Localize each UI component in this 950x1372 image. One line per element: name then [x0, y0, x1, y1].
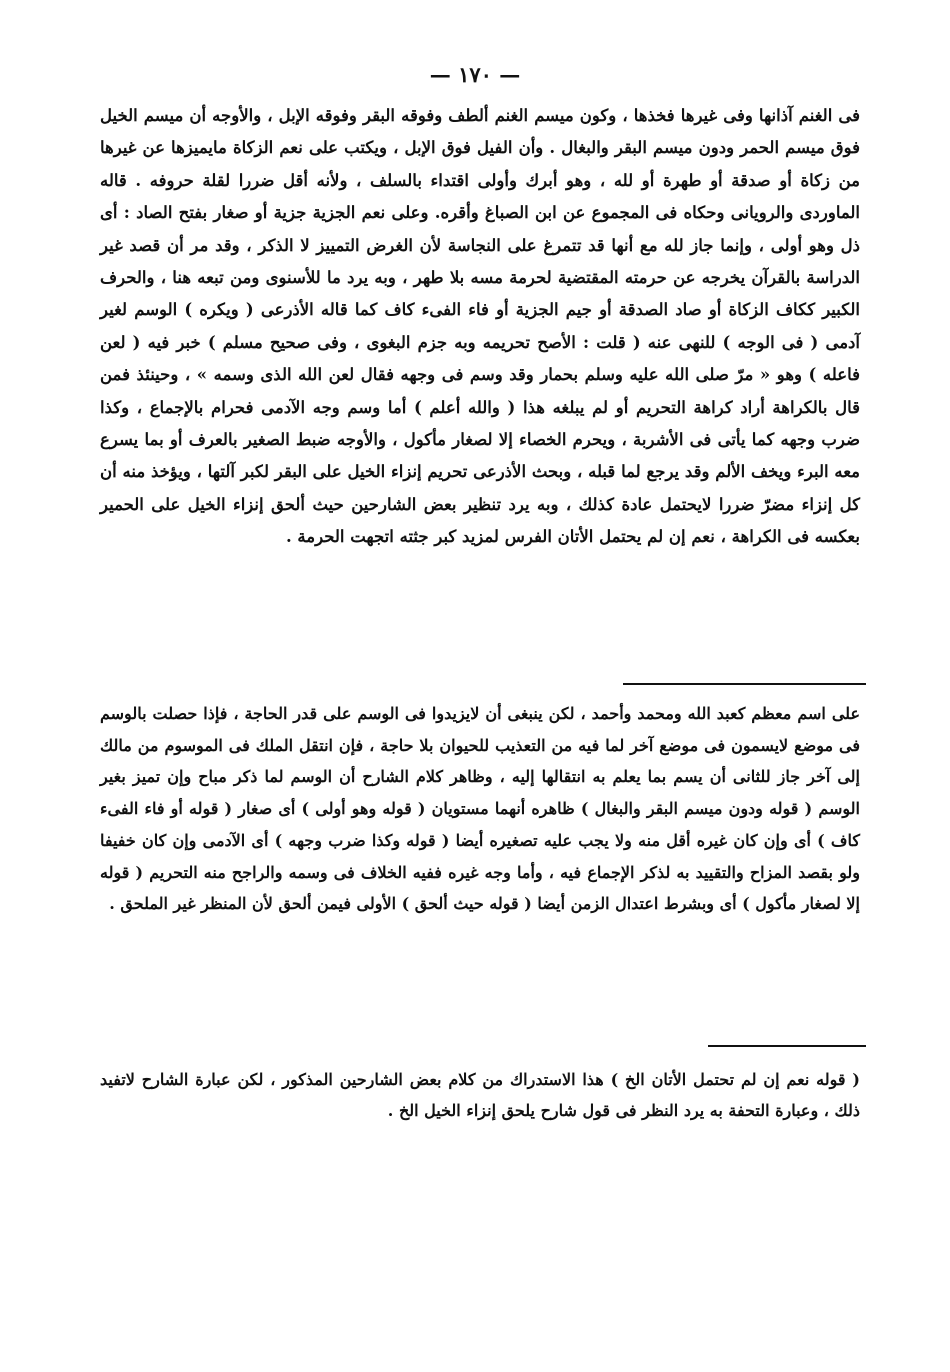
section-divider [623, 683, 866, 685]
footnote-text: ( قوله نعم إن لم تحتمل الأتان الخ ) هذا الاستدراك من كلام بعض الشارحين المذكور ، لكن عبارة الشارح لاتفيد ذلك ، وعبارة التحفة به يرد النظر فى قول شارح يلحق إنزاء الخيل الخ . [100, 1070, 860, 1120]
footnote-divider [708, 1045, 866, 1047]
commentary-text: على اسم معظم كعبد الله ومحمد وأحمد ، لكن ينبغى أن لايزيدوا فى الوسم على قدر الحاجة ، فإذا حصلت بالوسم فى موضع لايسمون فى موضع آخر لما فيه من التعذيب للحيوان بلا حاجة ، فإن انتقل الملك فى الموسوم من مالك إلى آخر جاز للثانى أن يسم بما يعلم به انتقالها إليه ، وظاهر كلام الشارح أن الوسم لما ذكر مباح وإن تميز بغير الوسم ( قوله ودون ميسم البقر والبغال ) ظاهره أنهما مستويان ( قوله وهو أولى ) أى صغار ( قوله أو فاء الفىء كاف ) أى وإن كان غيره أقل منه ولا يجب عليه تصغيره أيضا ( قوله وكذا ضرب وجهه ) أى الآدمى وإن كان خفيفا ولو بقصد المزاح والتقييد به لذكر الإجماع فيه ، وأما وجه غيره ففيه الخلاف فى وسمه والراجح منه التحريم ( قوله إلا لصغار مأكول ) أى وبشرط اعتدال الزمن أيضا ( قوله حيث ألحق ) الأولى فيمن ألحق لأن المنظر غير الملحق . [100, 704, 861, 914]
page-number: — ١٧٠ — [429, 62, 521, 87]
main-text: فى الغنم آذانها وفى غيرها فخذها ، وكون ميسم الغنم ألطف وفوقه البقر وفوقه الإبل ، والأوجه أن ميسم الخيل فوق ميسم الحمر ودون ميسم البقر والبغال . وأن الفيل فوق الإبل ، ويكتب على نعم الزكاة مايميزها عن غيرها من زكاة أو صدقة أو طهرة أو لله ، وهو أبرك وأولى اقتداء بالسلف ، ولأنه أقل ضررا لقلة حروفه . قاله الماوردى والرويانى وحكاه فى المجموع عن ابن الصباغ وأقره. وعلى نعم الجزية جزية أو صغار بفتح الصاد : أى ذل وهو أولى ، وإنما جاز لله مع أنها قد تتمرغ على النجاسة لأن الغرض التمييز لا الذكر ، وقد مر أن قصد غير الدراسة بالقرآن يخرجه عن حرمته المقتضية لحرمة مسه بلا طهر ، وبه يرد ما للأسنوى ومن تبعه هنا ، والحرف الكبير ككاف الزكاة أو صاد الصدقة أو جيم الجزية أو فاء الفىء كاف كما قاله الأذرعى ( ويكره ) الوسم لغير آدمى ( فى الوجه ) للنهى عنه ( قلت : الأصح تحريمه وبه جزم البغوى ، وفى صحيح مسلم ) خبر فيه ( لعن فاعله ) وهو « مرّ صلى الله عليه وسلم بحمار وقد وسم فى وجهه فقال لعن الله الذى وسمه » ، وحينئذ فمن قال بالكراهة أراد كراهة التحريم أو لم يبلغه هذا ( والله أعلم ) أما وسم وجه الآدمى فحرام بالإجماع ، وكذا ضرب وجهه كما يأتى فى الأشربة ، ويحرم الخصاء إلا لصغار مأكول ، والأوجه ضبط الصغير بالعرف أو بما يسرع معه البرء ويخف الألم وقد يرجع لما قبله ، وبحث الأذرعى تحريم إنزاء الخيل على البقر لكبر آلتها ، ويؤخذ منه أن كل إنزاء مضرّ ضررا لايحتمل عادة كذلك ، وبه يرد تنظير بعض الشارحين حيث ألحق إنزاء الخيل على الحمير بعكسه فى الكراهة ، نعم إن لم يحتمل الأتان الفرس لمزيد كبر جثته اتجهت الحرمة . [100, 106, 860, 547]
